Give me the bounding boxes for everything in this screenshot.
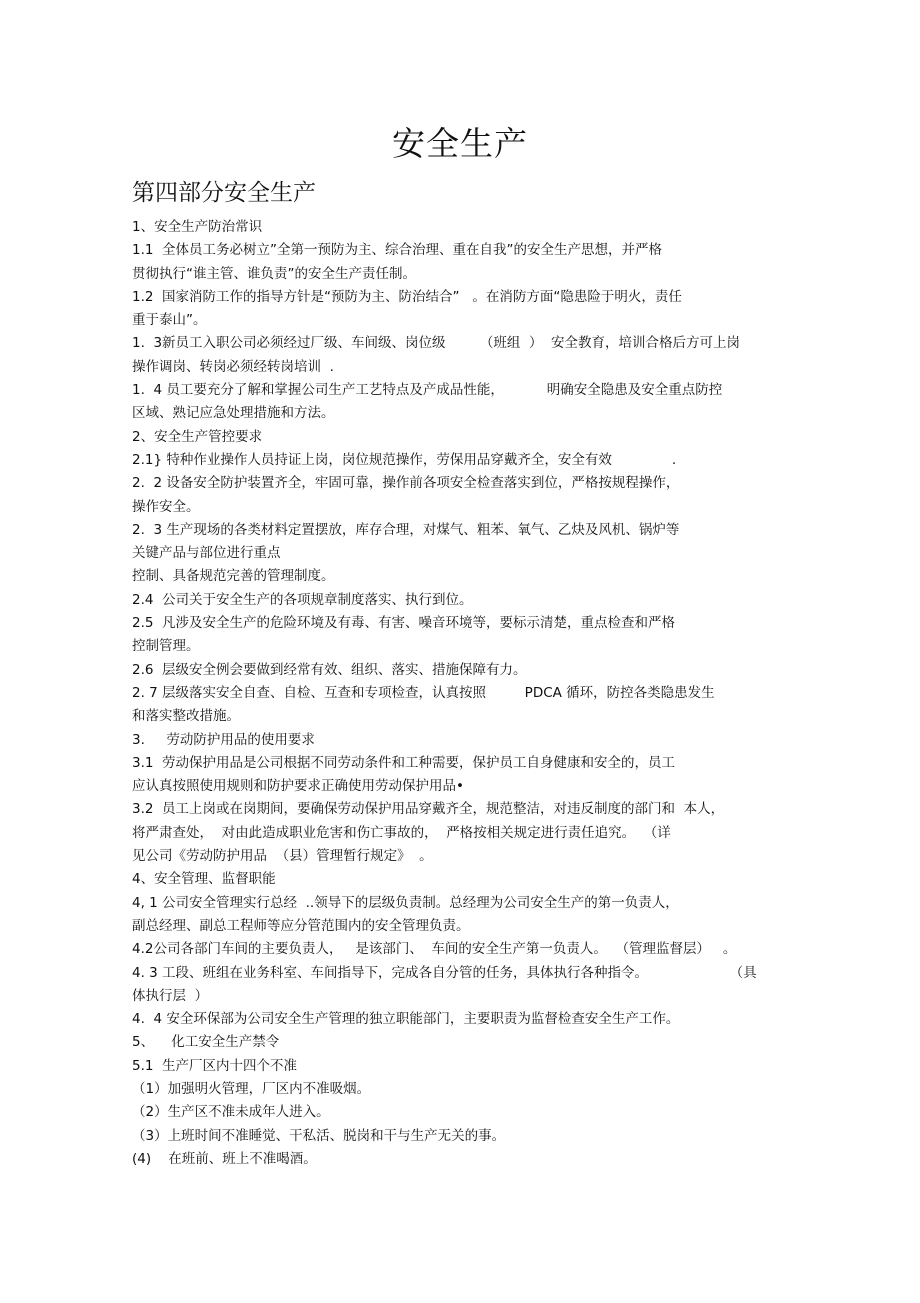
text-line: 2. 7 层级落实安全自查、自检、互查和专项检查，认真按照 PDCA 循环，防控各类隐患发生 <box>132 684 715 701</box>
text-line: 和落实整改措施。 <box>132 708 240 725</box>
text-line: 见公司《劳动防护用品 （县）管理暂行规定》 。 <box>132 848 433 865</box>
text-line: 2. 3 生产现场的各类材料定置摆放，库存合理，对煤气、粗苯、氧气、乙炔及风机、锅炉等 <box>132 521 680 538</box>
text-line: 1、安全生产防治常识 <box>132 219 263 235</box>
text-line: 1.2 国家消防工作的指导方针是“预防为主、防治结合” 。在消防方面“隐患险于明火，责任 <box>132 288 682 305</box>
section-heading: 第四部分安全生产 <box>132 180 316 206</box>
text-line: 控制管理。 <box>132 638 200 655</box>
text-line: 3.2 员工上岗或在岗期间，要确保劳动保护用品穿戴齐全，规范整洁，对违反制度的部门和 本人， <box>132 801 725 818</box>
text-line: （2）生产区不准未成年人进入。 <box>132 1104 330 1121</box>
text-line: 区域、熟记应急处理措施和方法。 <box>132 405 335 422</box>
text-line: 4. 4 安全环保部为公司安全生产管理的独立职能部门，主要职责为监督检查安全生产工作。 <box>132 1011 680 1028</box>
document-body <box>132 216 792 1171</box>
text-line: 4. 3 工段、班组在业务科室、车间指导下，完成各自分管的任务，具体执行各种指令。 （具 <box>132 964 757 981</box>
text-line: 1. 4 员工要充分了解和掌握公司生产工艺特点及产成品性能， 明确安全隐患及安全重点防控 <box>132 382 723 399</box>
text-line: 2. 2 设备安全防护装置齐全，牢固可靠，操作前各项安全检查落实到位，严格按规程操作， <box>132 475 680 492</box>
text-line: 控制、具备规范完善的管理制度。 <box>132 568 335 585</box>
text-line: 2.5 凡涉及安全生产的危险环境及有毒、有害、噪音环境等，要标示清楚，重点检查和严格 <box>132 615 676 632</box>
text-line: （1）加强明火管理，厂区内不准吸烟。 <box>132 1080 371 1097</box>
text-line: 重于泰山”。 <box>132 312 207 329</box>
text-line: 4、安全管理、监督职能 <box>132 871 276 888</box>
text-line: 1. 3新员工入职公司必须经过厂级、车间级、岗位级 （班组 ） 安全教育，培训合格后方可上岗 <box>132 335 741 352</box>
text-line: 操作调岗、转岗必须经转岗培训 . <box>132 358 334 375</box>
text-line: 2.4 公司关于安全生产的各项规章制度落实、执行到位。 <box>132 591 473 608</box>
text-line: 操作安全。 <box>132 498 200 515</box>
text-line: 5、 化工安全生产禁令 <box>132 1034 280 1051</box>
text-line: 3. 劳动防护用品的使用要求 <box>132 731 315 748</box>
text-line: 体执行层 ） <box>132 987 209 1004</box>
text-line: 应认真按照使用规则和防护要求正确使用劳动保护用品• <box>132 778 464 795</box>
text-line: 3.1 劳动保护用品是公司根据不同劳动条件和工种需要，保护员工自身健康和安全的，员工 <box>132 754 676 771</box>
text-line: 副总经理、副总工程师等应分管范围内的安全管理负责。 <box>132 917 470 934</box>
text-line: 关键产品与部位进行重点 <box>132 545 281 562</box>
text-line: 4.2公司各部门车间的主要负责人， 是该部门、 车间的安全生产第一负责人。 （管理监督层） 。 <box>132 941 737 958</box>
document-title: 安全生产 <box>392 124 528 163</box>
text-line: 2.6 层级安全例会要做到经常有效、组织、落实、措施保障有力。 <box>132 661 527 678</box>
text-line: 将严肃查处， 对由此造成职业危害和伤亡事故的， 严格按相关规定进行责任追究。 （详 <box>132 824 671 841</box>
text-line: 贯彻执行“谁主管、谁负责”的安全生产责任制。 <box>132 265 416 282</box>
text-line: 4, 1 公司安全管理实行总经 ..领导下的层级负责制。总经理为公司安全生产的第一负责人， <box>132 894 679 911</box>
text-line: （3）上班时间不准睡觉、干私活、脱岗和干与生产无关的事。 <box>132 1127 506 1144</box>
text-line: 5.1 生产厂区内十四个不准 <box>132 1057 298 1074</box>
text-line: 2.1} 特种作业操作人员持证上岗，岗位规范操作，劳保用品穿戴齐全，安全有效 . <box>132 451 677 468</box>
text-line: 2、安全生产管控要求 <box>132 428 263 445</box>
text-line: 1.1 全体员工务必树立”全第一预防为主、综合治理、重在自我”的安全生产思想，并严格 <box>132 242 663 259</box>
text-line: (4) 在班前、班上不准喝酒。 <box>132 1150 317 1167</box>
